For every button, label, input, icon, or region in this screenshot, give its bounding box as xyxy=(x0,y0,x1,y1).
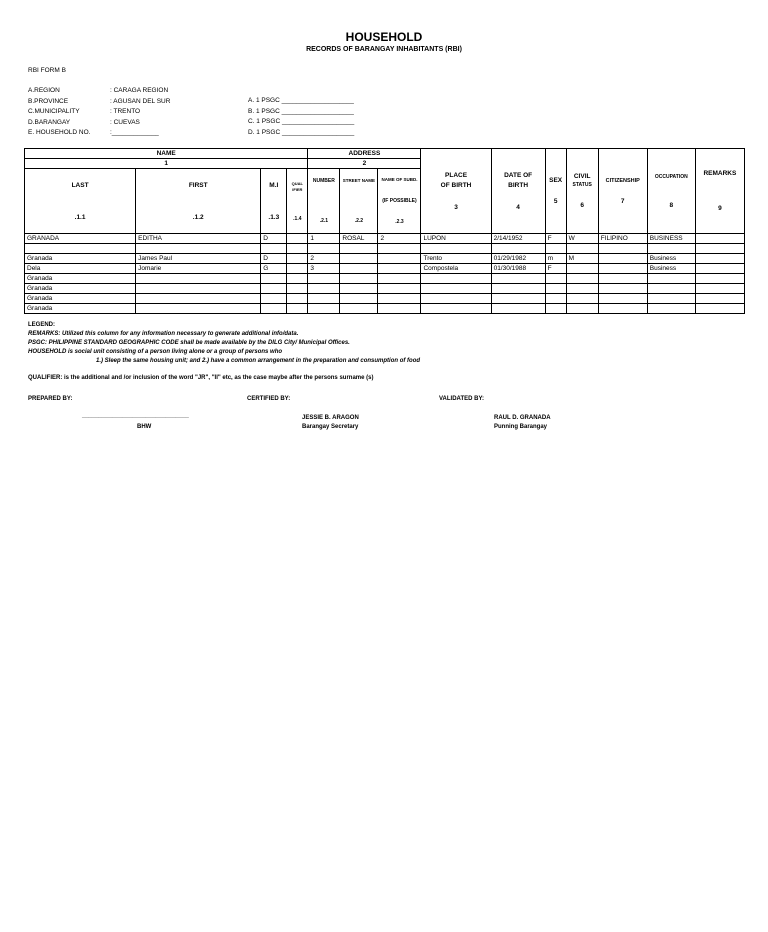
cell-qualifier xyxy=(287,254,308,264)
prepared-role: BHW xyxy=(137,424,152,430)
cell-remarks xyxy=(695,234,744,244)
cell-place-of-birth xyxy=(421,304,491,314)
cell-occupation xyxy=(647,284,695,294)
table-row xyxy=(25,234,745,244)
table-row xyxy=(25,294,745,304)
cell-sex xyxy=(545,294,566,304)
cell-subdivision: 2 xyxy=(378,234,421,244)
qualifier-header xyxy=(287,169,308,234)
cell-citizenship xyxy=(598,304,647,314)
dob-num: 4 xyxy=(516,203,520,211)
cell-civil-status xyxy=(566,294,598,304)
cell-last: Granada xyxy=(25,284,136,294)
name-group-num: 1 xyxy=(25,159,308,169)
cell-place-of-birth xyxy=(421,284,491,294)
cell-first xyxy=(136,304,261,314)
cell-sex xyxy=(545,304,566,314)
cell-last: Granada xyxy=(25,294,136,304)
cell-subdivision xyxy=(378,264,421,274)
cell-date-of-birth xyxy=(491,294,545,304)
number-num: .2.1 xyxy=(319,218,329,224)
cell-subdivision xyxy=(378,284,421,294)
cell-last: Granada xyxy=(25,274,136,284)
street-name-header xyxy=(340,169,378,234)
occupation-num: 8 xyxy=(669,201,674,209)
street-num: .2.2 xyxy=(354,218,364,224)
cell-street xyxy=(340,294,378,304)
sex-header xyxy=(545,149,566,234)
cell-civil-status xyxy=(566,284,598,294)
legend-household: HOUSEHOLD is social unit consisting of a person living alone or a group of persons who xyxy=(28,349,283,355)
cell-remarks xyxy=(695,264,744,274)
cell-date-of-birth: 01/30/1988 xyxy=(491,264,545,274)
civil-label-2: STATUS xyxy=(572,182,592,188)
first-num: .1.2 xyxy=(192,213,204,221)
occupation-label: OCCUPATION xyxy=(654,173,688,180)
cell-sex: F xyxy=(545,234,566,244)
cell-mi xyxy=(261,274,287,284)
psgc-c: C. 1 PSGC ____________________ xyxy=(248,118,355,125)
last-name-header xyxy=(25,169,136,234)
cell-place-of-birth xyxy=(421,294,491,304)
cell-subdivision xyxy=(378,294,421,304)
date-of-birth-header xyxy=(491,149,545,234)
province-value: : AGUSAN DEL SUR xyxy=(110,97,171,105)
cell-date-of-birth xyxy=(491,274,545,284)
cell-number: 2 xyxy=(308,254,340,264)
cell-number xyxy=(308,244,340,254)
table-row xyxy=(25,284,745,294)
cell-street: ROSAL xyxy=(340,234,378,244)
civil-num: 6 xyxy=(580,202,584,209)
legend-remarks: REMARKS: Utilized this column for any information necessary to generate additional info/data. xyxy=(28,331,299,337)
cell-civil-status xyxy=(566,274,598,284)
cell-last: Dela xyxy=(25,264,136,274)
subdivision-header xyxy=(378,169,421,234)
legend-psgc: PSGC: PHILIPPINE STANDARD GEOGRAPHIC CODE shall be made available by the DILG City/ Municipal Offices. xyxy=(28,340,350,346)
subd-num: .2.3 xyxy=(395,219,404,226)
cell-mi: D xyxy=(261,254,287,264)
cell-street xyxy=(340,274,378,284)
cell-occupation: Business xyxy=(647,254,695,264)
form-code: RBI FORM B xyxy=(28,67,66,74)
prepared-by-label: PREPARED BY: xyxy=(28,396,73,402)
cell-qualifier xyxy=(287,244,308,254)
cell-remarks xyxy=(695,304,744,314)
cell-occupation xyxy=(647,304,695,314)
cell-occupation xyxy=(647,294,695,304)
place-label: PLACE xyxy=(445,171,468,179)
cell-mi: G xyxy=(261,264,287,274)
cell-subdivision xyxy=(378,254,421,264)
sex-num: 5 xyxy=(553,198,558,205)
number-header xyxy=(308,169,340,234)
cell-mi: D xyxy=(261,234,287,244)
mi-label: M.I xyxy=(269,181,279,189)
form-subtitle: RECORDS OF BARANGAY INHABITANTS (RBI) xyxy=(306,46,462,53)
cell-number: 3 xyxy=(308,264,340,274)
cell-sex xyxy=(545,274,566,284)
cell-street xyxy=(340,264,378,274)
cell-date-of-birth: 01/29/1982 xyxy=(491,254,545,264)
cell-place-of-birth: Trento xyxy=(421,254,491,264)
citizenship-header xyxy=(598,149,647,234)
cell-place-of-birth xyxy=(421,274,491,284)
region-value: : CARAGA REGION xyxy=(110,87,169,94)
legend-block xyxy=(28,321,420,383)
municipality-label: C.MUNICIPALITY xyxy=(28,108,80,115)
cell-civil-status xyxy=(566,244,598,254)
legend-qualifier: QUALIFIER: is the additional and /or inclusion of the word "JR", "II" etc, as the case maybe after the persons surname (s) xyxy=(28,375,374,381)
cell-first xyxy=(136,274,261,284)
psgc-a: A. 1 PSGC ____________________ xyxy=(248,97,354,104)
form-title: HOUSEHOLD xyxy=(345,30,423,44)
cell-qualifier xyxy=(287,274,308,284)
first-label: FIRST xyxy=(188,181,208,189)
citizenship-num: 7 xyxy=(620,197,625,205)
cell-number xyxy=(308,304,340,314)
cell-first: Jomarie xyxy=(136,264,261,274)
cell-citizenship xyxy=(598,294,647,304)
cell-mi xyxy=(261,244,287,254)
table-body xyxy=(25,234,745,314)
inhabitants-table xyxy=(24,148,745,314)
street-label: STREET NAME xyxy=(342,178,376,183)
cell-street xyxy=(340,244,378,254)
civil-label: CIVIL xyxy=(573,173,591,180)
region-label: A.REGION xyxy=(28,87,60,94)
cell-civil-status: M xyxy=(566,254,598,264)
first-name-header xyxy=(136,169,261,234)
last-num: .1.1 xyxy=(74,213,86,221)
cell-place-of-birth xyxy=(421,244,491,254)
certified-role: Barangay Secretary xyxy=(302,424,359,430)
cell-occupation: BUSINESS xyxy=(647,234,695,244)
cell-sex xyxy=(545,244,566,254)
cell-date-of-birth xyxy=(491,304,545,314)
barangay-value: : CUEVAS xyxy=(110,118,140,126)
household-no-label: E. HOUSEHOLD NO. xyxy=(28,129,91,136)
cell-place-of-birth: LUPON xyxy=(421,234,491,244)
cell-citizenship xyxy=(598,284,647,294)
cell-number xyxy=(308,284,340,294)
sex-label: SEX xyxy=(549,177,563,184)
cell-street xyxy=(340,254,378,264)
household-no-value: :_____________ xyxy=(110,129,159,136)
province-label: B.PROVINCE xyxy=(28,97,69,105)
cell-remarks xyxy=(695,284,744,294)
psgc-d: D. 1 PSGC ____________________ xyxy=(248,128,355,136)
address-group-header: ADDRESS xyxy=(308,149,421,159)
cell-street xyxy=(340,304,378,314)
prepared-signature-line: ________________________________ xyxy=(82,413,189,419)
cell-civil-status xyxy=(566,264,598,274)
cell-sex: m xyxy=(545,254,566,264)
cell-number xyxy=(308,274,340,284)
cell-first xyxy=(136,294,261,304)
cell-date-of-birth xyxy=(491,244,545,254)
cell-sex: F xyxy=(545,264,566,274)
cell-qualifier xyxy=(287,304,308,314)
cell-qualifier xyxy=(287,234,308,244)
cell-citizenship xyxy=(598,244,647,254)
cell-last xyxy=(25,244,136,254)
cell-mi xyxy=(261,284,287,294)
certified-by-label: CERTIFIED BY: xyxy=(247,396,291,402)
cell-occupation: Business xyxy=(647,264,695,274)
cell-subdivision xyxy=(378,304,421,314)
cell-qualifier xyxy=(287,294,308,304)
subd-top-label: NAME OF SUBD. xyxy=(381,176,418,182)
cell-occupation xyxy=(647,274,695,284)
cell-mi xyxy=(261,304,287,314)
cell-last: GRANADA xyxy=(25,234,136,244)
cell-remarks xyxy=(695,254,744,264)
cell-first xyxy=(136,284,261,294)
dob-label: DATE OF xyxy=(504,171,533,179)
remarks-label: REMARKS xyxy=(703,170,737,177)
table-row xyxy=(25,244,745,254)
occupation-header xyxy=(647,149,695,234)
place-num: 3 xyxy=(454,203,458,211)
cell-qualifier xyxy=(287,284,308,294)
cell-qualifier xyxy=(287,264,308,274)
cell-date-of-birth: 2/14/1952 xyxy=(491,234,545,244)
table-row xyxy=(25,274,745,284)
municipality-value: : TRENTO xyxy=(110,108,141,115)
qual-label: QUAL IFIER xyxy=(291,180,304,192)
barangay-label: D.BARANGAY xyxy=(28,118,71,126)
subd-mid-label: (IF POSSIBLE) xyxy=(382,197,417,204)
place-of-birth-header xyxy=(421,149,491,234)
table-row xyxy=(25,264,745,274)
cell-remarks xyxy=(695,244,744,254)
cell-last: Granada xyxy=(25,254,136,264)
validated-role: Punning Barangay xyxy=(494,424,548,430)
validated-by-label: VALIDATED BY: xyxy=(439,396,484,402)
cell-sex xyxy=(545,284,566,294)
cell-occupation xyxy=(647,244,695,254)
name-group-header: NAME xyxy=(25,149,308,159)
mi-num: .1.3 xyxy=(268,213,280,221)
cell-subdivision xyxy=(378,244,421,254)
cell-subdivision xyxy=(378,274,421,284)
cell-mi xyxy=(261,294,287,304)
certified-name: JESSIE B. ARAGON xyxy=(302,415,359,421)
place-label-2: OF BIRTH xyxy=(440,181,472,189)
cell-number: 1 xyxy=(308,234,340,244)
address-group-num: 2 xyxy=(308,159,421,169)
dob-label-2: BIRTH xyxy=(508,181,529,189)
table-row xyxy=(25,304,745,314)
cell-street xyxy=(340,284,378,294)
cell-last: Granada xyxy=(25,304,136,314)
remarks-num: 9 xyxy=(718,205,722,212)
psgc-b: B. 1 PSGC ____________________ xyxy=(248,107,354,115)
cell-number xyxy=(308,294,340,304)
cell-citizenship xyxy=(598,254,647,264)
cell-place-of-birth: Compostela xyxy=(421,264,491,274)
cell-citizenship xyxy=(598,274,647,284)
cell-remarks xyxy=(695,294,744,304)
cell-civil-status: W xyxy=(566,234,598,244)
legend-household-detail: 1.) Sleep the same housing unit; and 2.) have a common arrangement in the preparation and consumption of food xyxy=(96,358,421,364)
middle-initial-header xyxy=(261,169,287,234)
legend-title: LEGEND: xyxy=(28,322,55,328)
table-row xyxy=(25,254,745,264)
cell-first: EDITHA xyxy=(136,234,261,244)
civil-status-header xyxy=(566,149,598,234)
last-label: LAST xyxy=(71,181,89,189)
cell-civil-status xyxy=(566,304,598,314)
qual-num: .1.4 xyxy=(293,215,302,222)
cell-first: James Paul xyxy=(136,254,261,264)
remarks-header xyxy=(695,149,744,234)
number-label: NUMBER xyxy=(312,178,335,184)
cell-citizenship: FILIPINO xyxy=(598,234,647,244)
cell-date-of-birth xyxy=(491,284,545,294)
cell-first xyxy=(136,244,261,254)
cell-remarks xyxy=(695,274,744,284)
cell-citizenship xyxy=(598,264,647,274)
citizenship-label: CITIZENSHIP xyxy=(605,177,640,184)
validated-name: RAUL D. GRANADA xyxy=(494,415,551,421)
